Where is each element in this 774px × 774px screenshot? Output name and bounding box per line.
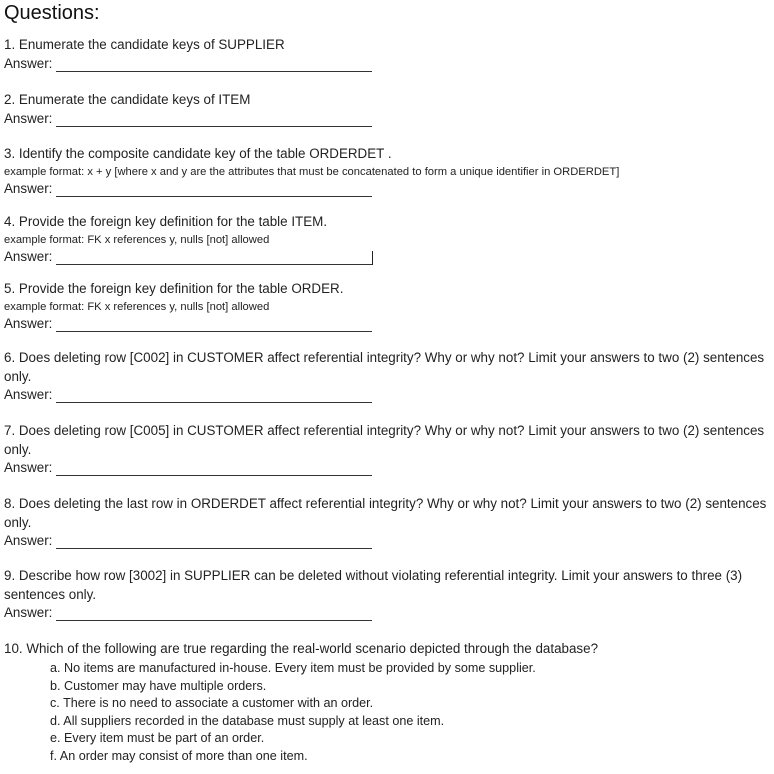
answer-row	[4, 55, 772, 72]
option-c: c. There is no need to associate a customer with an order.	[50, 696, 374, 710]
answer-label: Answer:	[4, 110, 53, 126]
answer-field-1[interactable]	[56, 59, 372, 72]
question-text: 1. Enumerate the candidate keys of SUPPLIER	[4, 37, 285, 52]
answer-row	[4, 604, 772, 621]
option-e: e. Every item must be part of an order.	[50, 731, 265, 745]
question-text: 2. Enumerate the candidate keys of ITEM	[4, 92, 251, 107]
answer-label: Answer:	[4, 180, 53, 196]
option-f: f. An order may consist of more than one item.	[50, 748, 308, 763]
option-a: a. No items are manufactured in-house. Every item must be provided by some supplier.	[50, 661, 536, 675]
answer-row	[4, 110, 772, 127]
example-format: example format: x + y [where x and y are the attributes that must be concatenated to form a unique identifier in ORDERDET]	[4, 165, 620, 178]
answer-field-6[interactable]	[56, 390, 372, 403]
answer-label: Answer:	[4, 55, 53, 71]
page-title: Questions:	[4, 2, 100, 24]
question-text: 6. Does deleting row [C002] in CUSTOMER affect referential integrity? Why or why not? Limit your answers to two (2) sentences only.	[4, 350, 765, 384]
answer-field-8[interactable]	[56, 536, 372, 549]
question-2	[4, 91, 772, 127]
answer-label: Answer:	[4, 460, 53, 475]
question-6	[4, 349, 772, 403]
example-format: example format: FK x references y, nulls [not] allowed	[4, 300, 270, 313]
answer-label: Answer:	[4, 533, 53, 548]
answer-field-9[interactable]	[56, 608, 372, 621]
question-7	[4, 422, 772, 476]
answer-field-4[interactable]	[56, 252, 372, 265]
question-text: 8. Does deleting the last row in ORDERDET affect referential integrity? Why or why not? Limit your answers to two (2) sentences only.	[4, 496, 767, 530]
question-3	[4, 145, 772, 197]
question-text: 9. Describe how row [3002] in SUPPLIER can be deleted without violating referential integrity. Limit your answers to three (3) sentences only.	[4, 568, 743, 602]
question-text: 3. Identify the composite candidate key of the table ORDERDET .	[4, 146, 392, 161]
answer-label: Answer:	[4, 248, 53, 264]
option-d: d. All suppliers recorded in the database must supply at least one item.	[50, 713, 445, 728]
question-4	[4, 213, 772, 265]
answer-field-3[interactable]	[56, 184, 372, 197]
answer-field-7[interactable]	[56, 463, 372, 476]
answer-label: Answer:	[4, 387, 53, 402]
question-text: 10. Which of the following are true regarding the real-world scenario depicted through the database?	[4, 641, 599, 656]
question-10	[4, 640, 772, 659]
answer-row	[4, 532, 772, 549]
answer-label: Answer:	[4, 315, 53, 331]
question-9	[4, 567, 772, 621]
answer-field-5[interactable]	[56, 319, 372, 332]
text-cursor	[372, 251, 373, 265]
answer-row	[4, 386, 772, 403]
question-8	[4, 495, 772, 549]
answer-row	[4, 180, 772, 197]
answer-label: Answer:	[4, 605, 53, 620]
answer-row	[4, 248, 772, 265]
q10-options-list	[50, 660, 536, 765]
question-text: 5. Provide the foreign key definition for the table ORDER.	[4, 281, 344, 296]
answer-row	[4, 315, 772, 332]
answer-row	[4, 459, 772, 476]
question-text: 4. Provide the foreign key definition for the table ITEM.	[4, 214, 328, 229]
answer-field-2[interactable]	[56, 114, 372, 127]
option-b: b. Customer may have multiple orders.	[50, 678, 267, 693]
question-1	[4, 36, 772, 72]
example-format: example format: FK x references y, nulls [not] allowed	[4, 233, 270, 246]
question-text: 7. Does deleting row [C005] in CUSTOMER affect referential integrity? Why or why not? Limit your answers to two (2) sentences only.	[4, 423, 765, 457]
question-5	[4, 280, 772, 332]
